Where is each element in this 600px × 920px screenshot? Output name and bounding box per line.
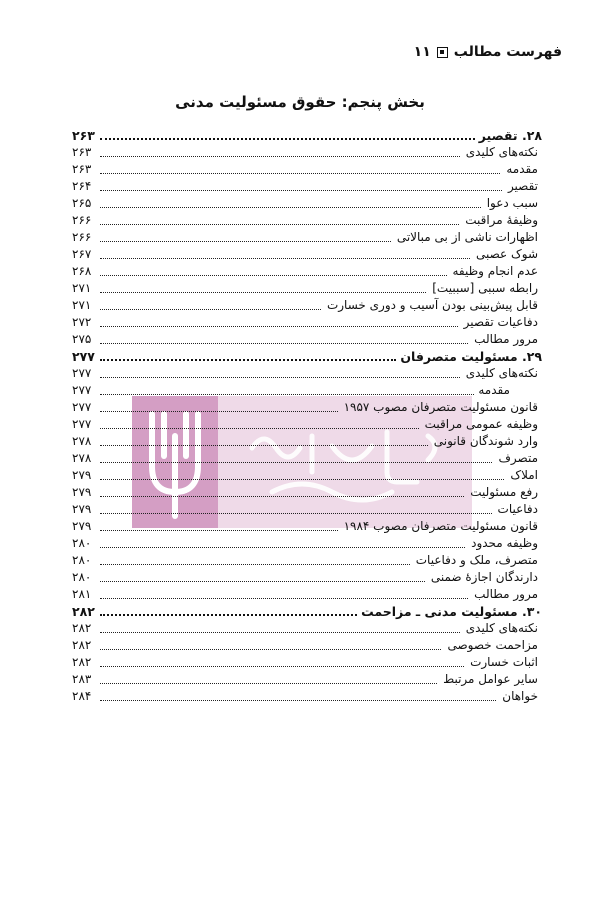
dot-leader bbox=[100, 564, 410, 565]
toc-entry-label: قابل پیش‌بینی بودن آسیب و دوری خسارت bbox=[326, 298, 538, 312]
toc-entry-page: ۲۸۴ bbox=[72, 689, 92, 703]
header-title: فهرست مطالب bbox=[453, 44, 562, 60]
toc-entry[interactable] bbox=[72, 245, 542, 262]
toc-entry-label: نکته‌های کلیدی bbox=[465, 366, 538, 380]
toc-entry-page: ۲۷۹ bbox=[72, 485, 92, 499]
toc-entry-label: متصرف bbox=[498, 451, 538, 465]
toc-entry[interactable] bbox=[72, 466, 542, 483]
toc-entry-label: مقدمه bbox=[506, 162, 538, 176]
dot-leader bbox=[100, 326, 458, 327]
dot-leader bbox=[100, 598, 468, 599]
toc-entry-label: نکته‌های کلیدی bbox=[465, 621, 538, 635]
toc-entry-page: ۲۶۳ bbox=[72, 145, 92, 159]
toc-entry-label: وظیفهٔ مراقبت bbox=[465, 213, 538, 227]
toc-entry-label: سبب دعوا bbox=[486, 196, 538, 210]
toc-entry[interactable] bbox=[72, 551, 542, 568]
toc-entry-label: سایر عوامل مرتبط bbox=[443, 672, 538, 686]
toc-entry-page: ۲۷۹ bbox=[72, 502, 92, 516]
toc-entry[interactable] bbox=[72, 228, 542, 245]
dot-leader bbox=[100, 581, 425, 582]
toc-entry-page: ۲۷۸ bbox=[72, 451, 92, 465]
toc-entry-page: ۲۸۰ bbox=[72, 553, 92, 567]
toc-entry-page: ۲۷۷ bbox=[72, 366, 92, 380]
toc-entry[interactable] bbox=[72, 143, 542, 160]
toc-entry[interactable] bbox=[72, 534, 542, 551]
dot-leader bbox=[100, 309, 321, 310]
toc-entry[interactable] bbox=[72, 381, 542, 398]
toc-entry[interactable] bbox=[72, 330, 542, 347]
toc-entry[interactable] bbox=[72, 636, 542, 653]
dot-leader bbox=[100, 649, 441, 650]
dot-leader bbox=[100, 428, 419, 429]
toc-chapter-entry[interactable] bbox=[72, 602, 542, 619]
toc-entry-page: ۲۷۹ bbox=[72, 519, 92, 533]
toc-entry-label: دفاعیات تقصیر bbox=[463, 315, 538, 329]
toc-entry-label: خواهان bbox=[502, 689, 538, 703]
toc-entry-label: دارندگان اجازهٔ ضمنی bbox=[430, 570, 538, 584]
dot-leader bbox=[100, 207, 481, 208]
toc-entry-page: ۲۶۴ bbox=[72, 179, 92, 193]
toc-entry-label: وارد شوندگان قانونی bbox=[433, 434, 538, 448]
toc-entry-label: قانون مسئولیت متصرفان مصوب ۱۹۵۷ bbox=[343, 400, 538, 414]
header-page-number: ۱۱ bbox=[413, 44, 431, 60]
dot-leader bbox=[100, 359, 396, 361]
toc-entry-label: شوک عصبی bbox=[476, 247, 538, 261]
dot-leader bbox=[100, 394, 474, 395]
toc-entry[interactable] bbox=[72, 432, 542, 449]
toc-entry-label: وظیفه عمومی مراقبت bbox=[424, 417, 538, 431]
dot-leader bbox=[100, 632, 460, 633]
dot-leader bbox=[100, 513, 492, 514]
dot-leader bbox=[100, 462, 492, 463]
toc-entry-label: رابطه سببی [سببیت] bbox=[432, 281, 538, 295]
dot-leader bbox=[100, 411, 338, 412]
running-header bbox=[414, 44, 562, 60]
dot-leader bbox=[100, 343, 468, 344]
part-title: بخش پنجم: حقوق مسئولیت مدنی bbox=[175, 93, 425, 111]
toc-entry[interactable] bbox=[72, 279, 542, 296]
toc-entry[interactable] bbox=[72, 449, 542, 466]
toc-entry-label: اثبات خسارت bbox=[470, 655, 538, 669]
toc-entry[interactable] bbox=[72, 313, 542, 330]
toc-entry[interactable] bbox=[72, 517, 542, 534]
toc-entry[interactable] bbox=[72, 211, 542, 228]
toc-entry-page: ۲۶۳ bbox=[72, 162, 92, 176]
toc-entry-label: تقصیر bbox=[507, 179, 538, 193]
toc-entry[interactable] bbox=[72, 194, 542, 211]
dot-leader bbox=[100, 138, 475, 140]
toc-entry[interactable] bbox=[72, 415, 542, 432]
toc-entry-page: ۲۶۶ bbox=[72, 230, 92, 244]
toc-entry-page: ۲۸۰ bbox=[72, 536, 92, 550]
toc-entry-label: مرور مطالب bbox=[474, 587, 538, 601]
toc-entry-page: ۲۷۷ bbox=[72, 349, 95, 364]
toc-entry-label: اظهارات ناشی از بی مبالاتی bbox=[396, 230, 538, 244]
toc-entry-page: ۲۷۷ bbox=[72, 400, 92, 414]
toc-entry-label: املاک bbox=[510, 468, 538, 482]
toc-entry-label: عدم انجام وظیفه bbox=[452, 264, 538, 278]
dot-leader bbox=[100, 173, 500, 174]
toc-entry-page: ۲۶۸ bbox=[72, 264, 92, 278]
toc-chapter-entry[interactable] bbox=[72, 126, 542, 143]
toc-entry[interactable] bbox=[72, 296, 542, 313]
dot-leader bbox=[100, 156, 460, 157]
dot-leader bbox=[100, 377, 460, 378]
toc-entry-page: ۲۷۱ bbox=[72, 298, 92, 312]
toc-entry[interactable] bbox=[72, 687, 542, 704]
dot-leader bbox=[100, 683, 437, 684]
toc-entry-page: ۲۸۲ bbox=[72, 604, 95, 619]
toc-entry-label: مزاحمت خصوصی bbox=[447, 638, 538, 652]
dot-leader bbox=[100, 700, 496, 701]
dot-leader bbox=[100, 190, 502, 191]
toc-entry-label: دفاعیات bbox=[497, 502, 538, 516]
toc-entry[interactable] bbox=[72, 585, 542, 602]
toc-entry[interactable] bbox=[72, 670, 542, 687]
dot-leader bbox=[100, 292, 426, 293]
dot-leader bbox=[100, 666, 464, 667]
dot-leader bbox=[100, 530, 338, 531]
toc-entry[interactable] bbox=[72, 483, 542, 500]
toc-entry-page: ۲۷۵ bbox=[72, 332, 92, 346]
dot-leader bbox=[100, 241, 391, 242]
toc-entry[interactable] bbox=[72, 177, 542, 194]
toc-entry-label: نکته‌های کلیدی bbox=[465, 145, 538, 159]
toc-entry-label: ۲۸. تقصیر bbox=[478, 128, 542, 143]
dot-leader bbox=[100, 258, 470, 259]
toc-entry-label: ۳۰. مسئولیت مدنی ـ مزاحمت bbox=[361, 604, 542, 619]
toc-entry-page: ۲۷۸ bbox=[72, 434, 92, 448]
dot-leader bbox=[100, 496, 464, 497]
toc-entry-label: مرور مطالب bbox=[474, 332, 538, 346]
toc-entry-label: قانون مسئولیت متصرفان مصوب ۱۹۸۴ bbox=[343, 519, 538, 533]
toc-entry[interactable] bbox=[72, 364, 542, 381]
square-bullet-icon bbox=[437, 47, 448, 58]
dot-leader bbox=[100, 614, 357, 616]
toc-entry[interactable] bbox=[72, 568, 542, 585]
toc-entry-page: ۲۸۳ bbox=[72, 672, 92, 686]
table-of-contents bbox=[72, 126, 542, 704]
toc-entry-page: ۲۶۳ bbox=[72, 128, 95, 143]
toc-entry-label: ۲۹. مسئولیت متصرفان bbox=[400, 349, 542, 364]
toc-entry-page: ۲۸۱ bbox=[72, 587, 92, 601]
toc-entry[interactable] bbox=[72, 619, 542, 636]
toc-entry[interactable] bbox=[72, 653, 542, 670]
dot-leader bbox=[100, 479, 504, 480]
toc-entry-label: متصرف، ملک و دفاعیات bbox=[415, 553, 538, 567]
toc-entry-page: ۲۸۰ bbox=[72, 570, 92, 584]
toc-chapter-entry[interactable] bbox=[72, 347, 542, 364]
dot-leader bbox=[100, 275, 447, 276]
dot-leader bbox=[100, 445, 428, 446]
toc-entry-label: رفع مسئولیت bbox=[470, 485, 538, 499]
toc-entry-page: ۲۶۵ bbox=[72, 196, 92, 210]
toc-entry[interactable] bbox=[72, 398, 542, 415]
dot-leader bbox=[100, 224, 459, 225]
toc-entry-page: ۲۷۲ bbox=[72, 315, 92, 329]
toc-entry-page: ۲۶۷ bbox=[72, 247, 92, 261]
toc-entry-page: ۲۸۲ bbox=[72, 621, 92, 635]
toc-entry[interactable] bbox=[72, 160, 542, 177]
toc-entry[interactable] bbox=[72, 262, 542, 279]
dot-leader bbox=[100, 547, 465, 548]
toc-entry-page: ۲۶۶ bbox=[72, 213, 92, 227]
toc-entry-page: ۲۸۲ bbox=[72, 655, 92, 669]
toc-entry-page: ۲۷۷ bbox=[72, 383, 92, 397]
toc-entry-page: ۲۸۲ bbox=[72, 638, 92, 652]
toc-entry-page: ۲۷۷ bbox=[72, 417, 92, 431]
toc-entry[interactable] bbox=[72, 500, 542, 517]
toc-entry-label: وظیفه محدود bbox=[471, 536, 538, 550]
toc-entry-page: ۲۷۹ bbox=[72, 468, 92, 482]
toc-entry-label: مقدمه bbox=[478, 383, 510, 397]
toc-entry-page: ۲۷۱ bbox=[72, 281, 92, 295]
